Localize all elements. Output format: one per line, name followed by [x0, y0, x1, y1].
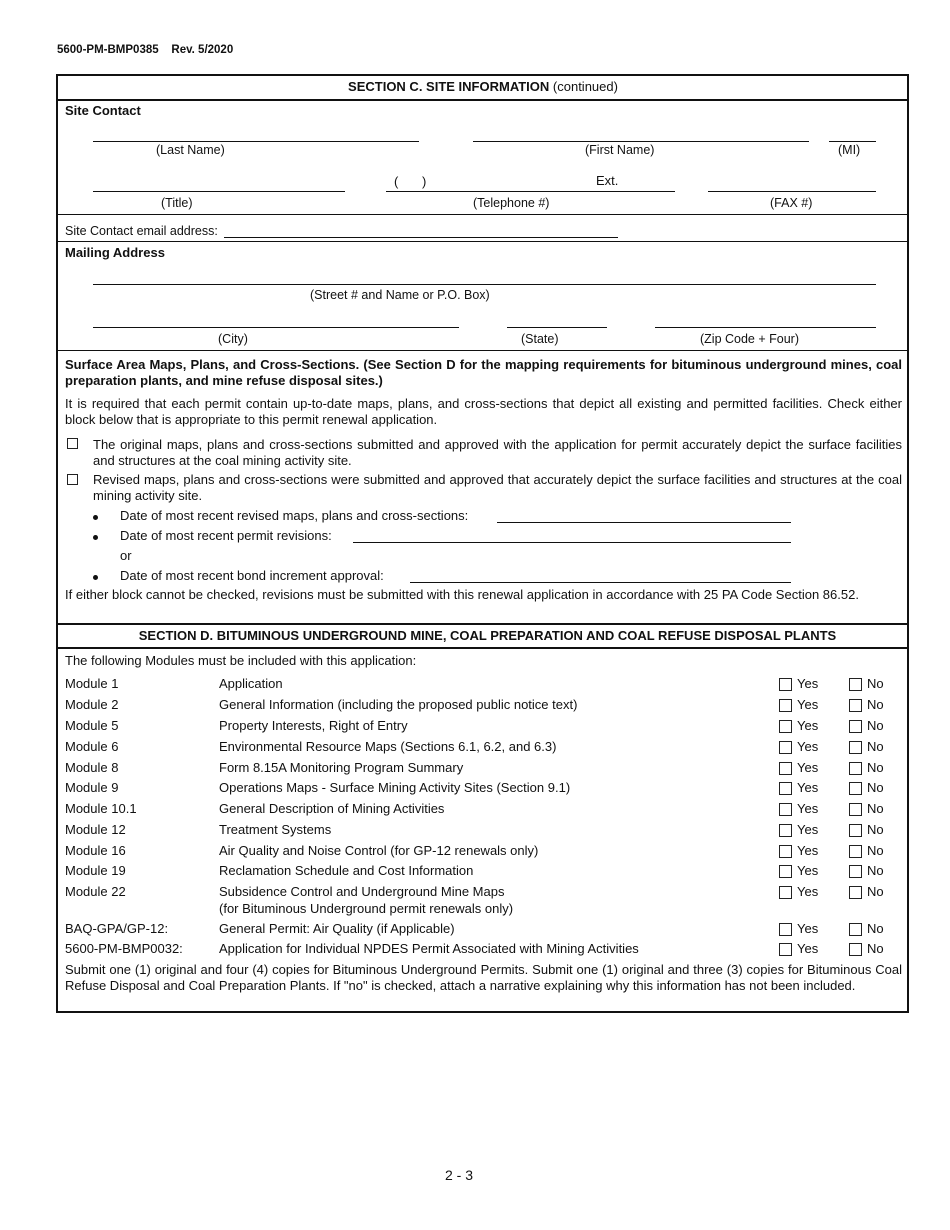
street-line[interactable] — [93, 284, 876, 285]
yes-label: Yes — [797, 843, 819, 858]
bond-increment-date-label: Date of most recent bond increment approval: — [120, 568, 384, 583]
title-line[interactable] — [93, 191, 345, 192]
no-checkbox[interactable] — [849, 824, 862, 837]
module-id: Module 16 — [65, 843, 126, 858]
yes-checkbox[interactable] — [779, 943, 792, 956]
mailing-address-heading: Mailing Address — [65, 245, 165, 260]
divider — [57, 647, 909, 649]
yes-checkbox[interactable] — [779, 803, 792, 816]
no-label: No — [867, 921, 884, 936]
revised-maps-date-line[interactable] — [497, 522, 791, 523]
bullet — [93, 535, 98, 540]
yes-label: Yes — [797, 941, 819, 956]
divider — [57, 350, 909, 351]
no-label: No — [867, 676, 884, 691]
no-checkbox[interactable] — [849, 720, 862, 733]
module-description-note: (for Bituminous Underground permit renewals only) — [219, 901, 514, 916]
module-id: Module 19 — [65, 863, 126, 878]
no-label: No — [867, 863, 884, 878]
yes-label: Yes — [797, 676, 819, 691]
fax-caption: (FAX #) — [770, 196, 813, 210]
section-d-footer: Submit one (1) original and four (4) copies for Bituminous Underground Permits. Submit one (1) original and three (3) copies for Bituminous Coal Refuse Disposal and Coal Preparation Plants. If "no" is checked, attach a narrative explaining why this information has not been included. — [65, 962, 902, 993]
mi-line[interactable] — [829, 141, 876, 142]
bullet — [93, 575, 98, 580]
no-label: No — [867, 822, 884, 837]
section-c-title-continued: (continued) — [549, 79, 618, 94]
no-label: No — [867, 843, 884, 858]
yes-checkbox[interactable] — [779, 886, 792, 899]
bond-increment-date-line[interactable] — [410, 582, 791, 583]
yes-checkbox[interactable] — [779, 923, 792, 936]
module-id: Module 5 — [65, 718, 119, 733]
module-description: General Permit: Air Quality (if Applicable) — [219, 921, 455, 936]
fax-line[interactable] — [708, 191, 876, 192]
title-caption: (Title) — [161, 196, 193, 210]
no-checkbox[interactable] — [849, 845, 862, 858]
module-description: Application for Individual NPDES Permit Associated with Mining Activities — [219, 941, 639, 956]
no-label: No — [867, 884, 884, 899]
yes-checkbox[interactable] — [779, 782, 792, 795]
no-checkbox[interactable] — [849, 865, 862, 878]
last-name-line[interactable] — [93, 141, 419, 142]
zip-line[interactable] — [655, 327, 876, 328]
yes-label: Yes — [797, 921, 819, 936]
email-label: Site Contact email address: — [65, 224, 218, 238]
yes-label: Yes — [797, 801, 819, 816]
page-number: 2 - 3 — [445, 1167, 474, 1183]
module-description: Subsidence Control and Underground Mine Maps — [219, 884, 505, 899]
yes-label: Yes — [797, 863, 819, 878]
yes-checkbox[interactable] — [779, 720, 792, 733]
no-label: No — [867, 697, 884, 712]
telephone-caption: (Telephone #) — [473, 196, 550, 210]
module-id: Module 6 — [65, 739, 119, 754]
or-label: or — [120, 548, 132, 563]
zip-caption: (Zip Code + Four) — [700, 332, 799, 346]
no-checkbox[interactable] — [849, 741, 862, 754]
yes-label: Yes — [797, 718, 819, 733]
permit-revisions-date-line[interactable] — [353, 542, 791, 543]
area-code-close: ) — [422, 174, 427, 189]
no-checkbox[interactable] — [849, 803, 862, 816]
module-id: Module 1 — [65, 676, 119, 691]
no-checkbox[interactable] — [849, 762, 862, 775]
module-id: Module 8 — [65, 760, 119, 775]
first-name-caption: (First Name) — [585, 143, 655, 157]
original-maps-checkbox[interactable] — [67, 438, 78, 449]
yes-label: Yes — [797, 822, 819, 837]
module-description: Application — [219, 676, 283, 691]
street-caption: (Street # and Name or P.O. Box) — [310, 288, 490, 302]
module-description: Operations Maps - Surface Mining Activity Sites (Section 9.1) — [219, 780, 571, 795]
original-maps-text: The original maps, plans and cross-sections submitted and approved with the application for permit accurately depict the surface facilities and structures at the coal mining activity site. — [93, 437, 902, 468]
module-description: Environmental Resource Maps (Sections 6.1, 6.2, and 6.3) — [219, 739, 557, 754]
maps-footer: If either block cannot be checked, revisions must be submitted with this renewal application in accordance with 25 PA Code Section 86.52. — [65, 587, 859, 602]
no-checkbox[interactable] — [849, 782, 862, 795]
yes-checkbox[interactable] — [779, 741, 792, 754]
yes-label: Yes — [797, 739, 819, 754]
no-label: No — [867, 718, 884, 733]
yes-label: Yes — [797, 884, 819, 899]
module-id: Module 2 — [65, 697, 119, 712]
bullet — [93, 515, 98, 520]
section-c-title — [57, 79, 909, 94]
email-line[interactable] — [224, 237, 618, 238]
no-label: No — [867, 760, 884, 775]
last-name-caption: (Last Name) — [156, 143, 225, 157]
city-line[interactable] — [93, 327, 459, 328]
module-id: Module 10.1 — [65, 801, 137, 816]
permit-revisions-date-label: Date of most recent permit revisions: — [120, 528, 332, 543]
city-caption: (City) — [218, 332, 248, 346]
revised-maps-text: Revised maps, plans and cross-sections were submitted and approved that accurately depict the surface facilities and structures at the coal mining activity site. — [93, 472, 902, 503]
mi-caption: (MI) — [838, 143, 861, 157]
module-id: Module 12 — [65, 822, 126, 837]
document-id: 5600-PM-BMP0385 Rev. 5/2020 — [57, 44, 234, 56]
yes-label: Yes — [797, 697, 819, 712]
module-id: Module 9 — [65, 780, 119, 795]
state-caption: (State) — [521, 332, 559, 346]
module-id: BAQ-GPA/GP-12: — [65, 921, 169, 936]
no-checkbox[interactable] — [849, 699, 862, 712]
maps-intro: It is required that each permit contain up-to-date maps, plans, and cross-sections that depict all existing and permitted facilities. Check either block below that is appropriate to this permit renewal application. — [65, 396, 902, 427]
ext-label: Ext. — [596, 173, 619, 188]
divider — [57, 241, 909, 242]
section-d-title: SECTION D. BITUMINOUS UNDERGROUND MINE, COAL PREPARATION AND COAL REFUSE DISPOSAL PLANTS — [138, 628, 837, 643]
maps-heading: Surface Area Maps, Plans, and Cross-Sections. (See Section D for the mapping requirements for bituminous underground mines, coal preparation plants, and mine refuse disposal sites.) — [65, 357, 902, 388]
no-checkbox[interactable] — [849, 678, 862, 691]
module-description: Property Interests, Right of Entry — [219, 718, 408, 733]
telephone-line[interactable] — [386, 191, 675, 192]
yes-checkbox[interactable] — [779, 824, 792, 837]
yes-label: Yes — [797, 760, 819, 775]
module-description: Treatment Systems — [219, 822, 332, 837]
divider — [57, 623, 909, 625]
module-description: Air Quality and Noise Control (for GP-12 renewals only) — [219, 843, 539, 858]
no-label: No — [867, 739, 884, 754]
divider — [57, 99, 909, 101]
section-d-intro: The following Modules must be included with this application: — [65, 653, 417, 668]
no-checkbox[interactable] — [849, 923, 862, 936]
revised-maps-checkbox[interactable] — [67, 474, 78, 485]
section-c-title-bold: SECTION C. SITE INFORMATION — [348, 79, 550, 94]
no-label: No — [867, 801, 884, 816]
module-description: General Description of Mining Activities — [219, 801, 445, 816]
no-label: No — [867, 780, 884, 795]
state-line[interactable] — [507, 327, 607, 328]
site-contact-heading: Site Contact — [65, 103, 141, 118]
module-description: Form 8.15A Monitoring Program Summary — [219, 760, 464, 775]
first-name-line[interactable] — [473, 141, 809, 142]
yes-label: Yes — [797, 780, 819, 795]
yes-checkbox[interactable] — [779, 845, 792, 858]
yes-checkbox[interactable] — [779, 762, 792, 775]
divider — [57, 214, 909, 215]
module-id: 5600-PM-BMP0032: — [65, 941, 183, 956]
no-checkbox[interactable] — [849, 943, 862, 956]
area-code-open: ( — [394, 174, 399, 189]
module-description: Reclamation Schedule and Cost Information — [219, 863, 474, 878]
yes-checkbox[interactable] — [779, 699, 792, 712]
yes-checkbox[interactable] — [779, 865, 792, 878]
module-description: General Information (including the proposed public notice text) — [219, 697, 578, 712]
no-label: No — [867, 941, 884, 956]
revised-maps-date-label: Date of most recent revised maps, plans and cross-sections: — [120, 508, 469, 523]
no-checkbox[interactable] — [849, 886, 862, 899]
yes-checkbox[interactable] — [779, 678, 792, 691]
module-id: Module 22 — [65, 884, 126, 899]
